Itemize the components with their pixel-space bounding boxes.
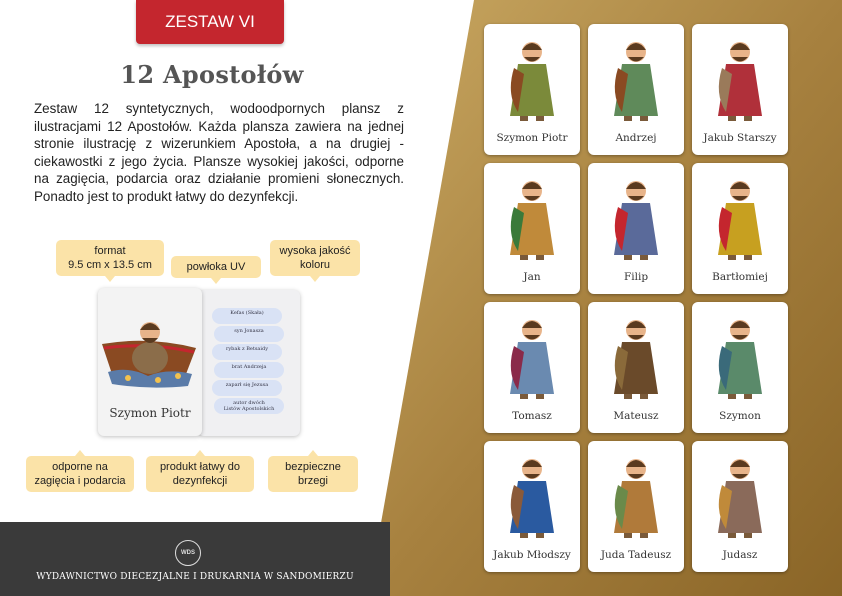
publisher-footer xyxy=(0,522,390,596)
apostle-name: Tomasz xyxy=(512,410,552,422)
fact-line: autor dwóch xyxy=(233,400,265,406)
apostle-name: Jakub Starszy xyxy=(703,132,777,144)
apostle-illustration xyxy=(588,302,684,406)
sample-card-back xyxy=(198,290,300,436)
apostle-name: Filip xyxy=(623,271,649,283)
apostle-card xyxy=(484,24,580,155)
feature-disinfect xyxy=(146,456,254,492)
apostle-card xyxy=(588,24,684,155)
feature-format-line2: 9.5 cm x 13.5 cm xyxy=(68,259,152,271)
apostle-illustration xyxy=(484,441,580,545)
feature-edges xyxy=(268,456,358,492)
apostle-name: Mateusz xyxy=(613,410,659,422)
feature-quality-line2: koloru xyxy=(300,259,330,271)
publisher-logo-icon: WDS xyxy=(175,540,201,566)
fact-line: Listów Apostolskich xyxy=(223,406,275,412)
apostle-card xyxy=(588,163,684,294)
apostle-card xyxy=(588,441,684,572)
apostle-card xyxy=(588,302,684,433)
apostle-illustration xyxy=(692,302,788,406)
fact-item: zaparł się Jezusa xyxy=(212,380,282,396)
feature-coating: powłoka UV xyxy=(171,256,261,278)
feature-resistant-line2: zagięcia i podarcia xyxy=(34,475,126,487)
apostle-card xyxy=(692,163,788,294)
fact-item: brat Andrzeja xyxy=(214,362,284,378)
set-tag: ZESTAW VI xyxy=(136,0,284,44)
apostle-card xyxy=(484,163,580,294)
feature-disinfect-line1: produkt łatwy do xyxy=(159,461,241,473)
feature-resistant-line1: odporne na xyxy=(52,461,108,473)
publisher-name: WYDAWNICTWO DIECEZJALNE I DRUKARNIA W SANDOMIERZU xyxy=(36,572,354,582)
sample-card-name: Szymon Piotr xyxy=(109,406,191,420)
fact-item: Kefas (Skała) xyxy=(212,308,282,324)
apostle-illustration xyxy=(484,163,580,267)
feature-format-line1: format xyxy=(94,245,126,257)
apostle-illustration xyxy=(692,163,788,267)
apostle-name: Jan xyxy=(523,271,541,283)
fact-item-multi xyxy=(214,398,284,414)
page-title: 12 Apostołów xyxy=(120,60,304,89)
apostle-name: Andrzej xyxy=(615,132,657,144)
sample-card-front xyxy=(98,288,202,436)
fact-item: rybak z Betsaidy xyxy=(212,344,282,360)
feature-edges-line2: brzegi xyxy=(298,475,328,487)
apostle-illustration xyxy=(692,24,788,128)
apostle-card xyxy=(484,441,580,572)
feature-format xyxy=(56,240,164,276)
apostle-illustration xyxy=(692,441,788,545)
apostle-name: Jakub Młodszy xyxy=(493,549,571,561)
feature-quality xyxy=(270,240,360,276)
apostle-name: Szymon xyxy=(719,410,761,422)
apostle-card xyxy=(484,302,580,433)
apostle-card xyxy=(692,302,788,433)
feature-disinfect-line2: dezynfekcji xyxy=(172,475,228,487)
apostle-card xyxy=(692,24,788,155)
apostle-name: Bartłomiej xyxy=(712,271,768,283)
apostle-name: Juda Tadeusz xyxy=(600,549,672,561)
apostle-illustration xyxy=(484,302,580,406)
feature-quality-line1: wysoka jakość xyxy=(279,245,351,257)
apostle-illustration xyxy=(588,24,684,128)
apostle-illustration xyxy=(484,24,580,128)
apostle-card xyxy=(692,441,788,572)
apostle-illustration xyxy=(588,441,684,545)
feature-resistant xyxy=(26,456,134,492)
feature-edges-line1: bezpieczne xyxy=(285,461,341,473)
apostle-name: Szymon Piotr xyxy=(496,132,568,144)
apostle-illustration xyxy=(588,163,684,267)
apostle-name: Judasz xyxy=(722,549,758,561)
fact-item: syn Jonasza xyxy=(214,326,284,342)
apostle-illustration xyxy=(98,288,202,398)
description-text: Zestaw 12 syntetycznych, wodoodpornych plansz z ilustracjami 12 Apostołów. Każda plansza zawiera na jednej stronie ilustrację z wizerunkiem Apostoła, a na drugiej - ciekawostki z jego życia. Plansze wysokiej jakości, odporne na zagięcia, podarcia oraz działanie promieni słonecznych. Ponadto jest to produkt łatwy do dezynfekcji. xyxy=(34,101,404,204)
